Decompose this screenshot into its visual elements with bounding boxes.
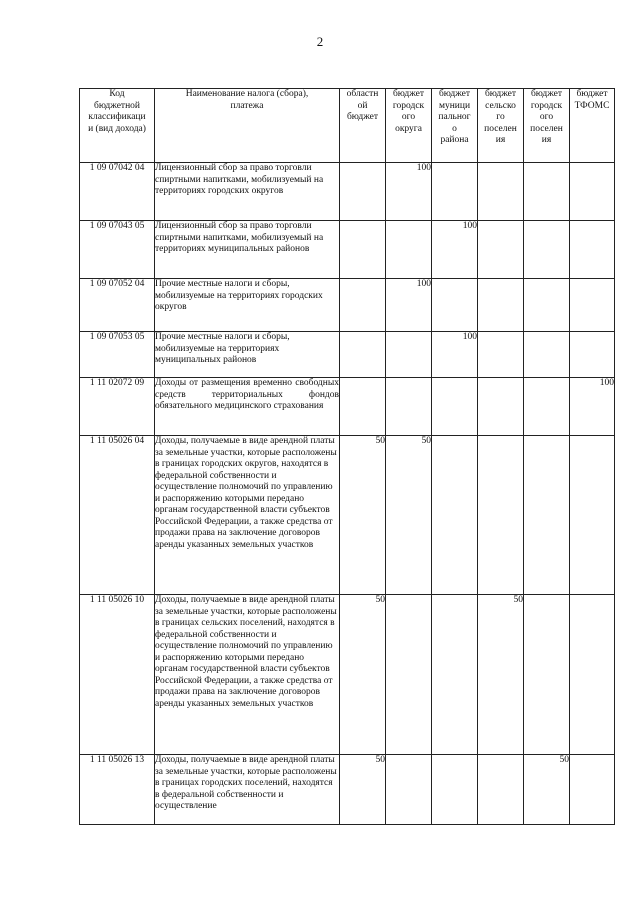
page-number: 2: [316, 34, 324, 49]
cell-code: 1 09 07053 05: [80, 332, 155, 378]
header-name: [155, 89, 340, 163]
header-oblast-text: областн ой бюджет: [346, 89, 379, 122]
cell-sel-poselenie: [478, 755, 524, 825]
header-tfoms-text: бюджет ТФОМС: [574, 89, 610, 111]
header-gor-poselenie: [524, 89, 570, 163]
cell-code: 1 11 05026 04: [80, 436, 155, 595]
cell-sel-poselenie: [478, 332, 524, 378]
cell-code: 1 09 07043 05: [80, 221, 155, 279]
cell-name: Прочие местные налоги и сборы, мобилизуемые на территориях муниципальных районов: [155, 332, 340, 378]
cell-gor-poselenie: [524, 436, 570, 595]
cell-code: 1 11 05026 13: [80, 755, 155, 825]
cell-sel-poselenie: [478, 436, 524, 595]
cell-tfoms: [570, 436, 615, 595]
table-row: [80, 755, 615, 825]
cell-gor-poselenie: 50: [524, 755, 570, 825]
header-code-text: Код бюджетной классификаци и (вид дохода): [88, 89, 146, 134]
header-gorod-okrug: [386, 89, 432, 163]
header-mun-rayon: [432, 89, 478, 163]
cell-tfoms: [570, 332, 615, 378]
header-sel-poselenie-text: бюджет сельско го поселен ия: [484, 89, 517, 145]
cell-gorod-okrug: 100: [386, 163, 432, 221]
cell-gor-poselenie: [524, 221, 570, 279]
cell-mun-rayon: [432, 595, 478, 755]
cell-oblast: [340, 378, 386, 436]
cell-name: Доходы, получаемые в виде арендной платы за земельные участки, которые расположены в границах городских поселений, находятся в федеральной собственности и осуществление: [155, 755, 340, 825]
cell-sel-poselenie: [478, 378, 524, 436]
table-row: [80, 163, 615, 221]
cell-sel-poselenie: [478, 163, 524, 221]
cell-mun-rayon: [432, 436, 478, 595]
header-gorod-okrug-text: бюджет городск ого округа: [392, 89, 425, 134]
cell-gor-poselenie: [524, 279, 570, 332]
cell-oblast: [340, 221, 386, 279]
cell-gorod-okrug: 50: [386, 436, 432, 595]
cell-mun-rayon: [432, 378, 478, 436]
table-row: [80, 221, 615, 279]
cell-mun-rayon: 100: [432, 332, 478, 378]
cell-gor-poselenie: [524, 332, 570, 378]
cell-name: Лицензионный сбор за право торговли спиртными напитками, мобилизуемый на территориях городских округов: [155, 163, 340, 221]
cell-tfoms: [570, 279, 615, 332]
cell-gor-poselenie: [524, 163, 570, 221]
header-name-text: Наименование налога (сбора), платежа: [185, 89, 309, 111]
cell-sel-poselenie: [478, 221, 524, 279]
cell-name: Лицензионный сбор за право торговли спиртными напитками, мобилизуемый на территориях муниципальных районов: [155, 221, 340, 279]
header-gor-poselenie-text: бюджет городск ого поселен ия: [530, 89, 563, 145]
cell-oblast: 50: [340, 595, 386, 755]
cell-tfoms: [570, 755, 615, 825]
cell-name: Доходы, получаемые в виде арендной платы за земельные участки, которые расположены в границах сельских поселений, находятся в федеральной собственности и осуществление полномочий по управлению и распоряжению которыми передано органам государственной власти субъектов Российской Федерации, а также средства от продажи права на заключение договоров аренды указанных земельных участков: [155, 595, 340, 755]
table-row: [80, 279, 615, 332]
cell-gorod-okrug: [386, 378, 432, 436]
table-header-row: [80, 89, 615, 163]
header-code: [80, 89, 155, 163]
cell-name: Доходы, получаемые в виде арендной платы за земельные участки, которые расположены в границах городских округов, находятся в федеральной собственности и осуществление полномочий по управлению и распоряжению которыми передано органам государственной власти субъектов Российской Федерации, а также средства от продажи права на заключение договоров аренды указанных земельных участков: [155, 436, 340, 595]
cell-name: Доходы от размещения временно свободных средств территориальных фондов обязательного медицинского страхования: [155, 378, 340, 436]
cell-tfoms: [570, 221, 615, 279]
cell-oblast: 50: [340, 755, 386, 825]
cell-tfoms: [570, 163, 615, 221]
cell-gorod-okrug: [386, 332, 432, 378]
budget-classification-table: [79, 88, 615, 825]
cell-code: 1 11 05026 10: [80, 595, 155, 755]
cell-gorod-okrug: [386, 595, 432, 755]
table-row: [80, 378, 615, 436]
cell-name: Прочие местные налоги и сборы, мобилизуемые на территориях городских округов: [155, 279, 340, 332]
cell-oblast: [340, 279, 386, 332]
cell-sel-poselenie: 50: [478, 595, 524, 755]
table-row: [80, 332, 615, 378]
cell-oblast: 50: [340, 436, 386, 595]
cell-code: 1 11 02072 09: [80, 378, 155, 436]
header-tfoms: [570, 89, 615, 163]
cell-gorod-okrug: 100: [386, 279, 432, 332]
cell-tfoms: [570, 595, 615, 755]
table-row: [80, 436, 615, 595]
cell-code: 1 09 07052 04: [80, 279, 155, 332]
cell-mun-rayon: 100: [432, 221, 478, 279]
cell-sel-poselenie: [478, 279, 524, 332]
cell-oblast: [340, 332, 386, 378]
header-mun-rayon-text: бюджет муници пальног о района: [438, 89, 471, 145]
cell-gor-poselenie: [524, 595, 570, 755]
cell-mun-rayon: [432, 279, 478, 332]
cell-code: 1 09 07042 04: [80, 163, 155, 221]
cell-mun-rayon: [432, 163, 478, 221]
cell-gorod-okrug: [386, 221, 432, 279]
header-oblast: [340, 89, 386, 163]
cell-gorod-okrug: [386, 755, 432, 825]
cell-tfoms: 100: [570, 378, 615, 436]
cell-oblast: [340, 163, 386, 221]
header-sel-poselenie: [478, 89, 524, 163]
table-row: [80, 595, 615, 755]
cell-gor-poselenie: [524, 378, 570, 436]
cell-mun-rayon: [432, 755, 478, 825]
